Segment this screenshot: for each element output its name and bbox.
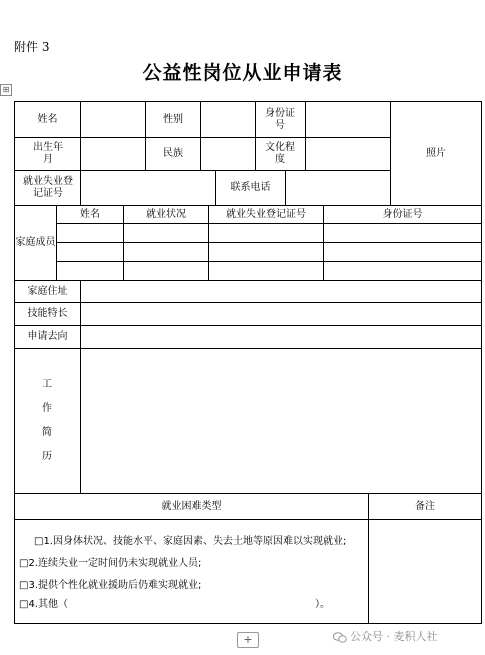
difficulty-option-3[interactable]: □3.提供个性化就业援助后仍难实现就业;: [19, 580, 202, 591]
difficulty-option-2[interactable]: □2.连续失业一定时间仍未实现就业人员;: [19, 558, 202, 569]
family-col-name: 姓名: [80, 208, 100, 220]
phone-label: 联系电话: [230, 182, 271, 193]
work-history-label: 工作简历: [42, 379, 52, 462]
photo-label: 照片: [426, 147, 446, 159]
table-move-handle-icon[interactable]: ⊞: [0, 84, 12, 96]
add-row-button[interactable]: +: [237, 632, 259, 648]
education-label: 文化程度: [265, 142, 295, 165]
name-label: 姓名: [37, 113, 58, 125]
skills-label: 技能特长: [27, 308, 68, 319]
intended-position-label: 申请去向: [27, 331, 68, 342]
watermark: [333, 628, 438, 644]
family-members-label: 家庭成员: [15, 237, 56, 248]
wechat-icon: [333, 632, 347, 643]
address-label: 家庭住址: [27, 285, 68, 297]
family-col-reg-no: 就业失业登记证号: [226, 208, 306, 220]
attachment-label: 附件 3: [14, 40, 50, 54]
watermark-text: 公众号 · 麦积人社: [350, 630, 438, 643]
difficulty-option-4[interactable]: □4.其他（: [19, 599, 68, 610]
difficulty-type-header: 就业困难类型: [161, 500, 222, 512]
family-col-id-card: 身份证号: [382, 208, 423, 220]
birth-date-label: 出生年月: [33, 142, 63, 165]
remarks-header: 备注: [415, 500, 435, 512]
gender-label: 性别: [163, 113, 183, 125]
family-col-employment: 就业状况: [146, 208, 186, 220]
difficulty-option-1[interactable]: □1.因身体状况、技能水平、家庭因素、失去土地等原因难以实现就业;: [34, 536, 347, 547]
id-card-label: 身份证号: [265, 107, 295, 131]
difficulty-option-4-close: ）。: [315, 599, 330, 610]
unemployment-reg-label: 就业失业登记证号: [23, 176, 73, 199]
page-title: 公益性岗位从业申请表: [142, 62, 343, 84]
ethnicity-label: 民族: [163, 148, 183, 159]
